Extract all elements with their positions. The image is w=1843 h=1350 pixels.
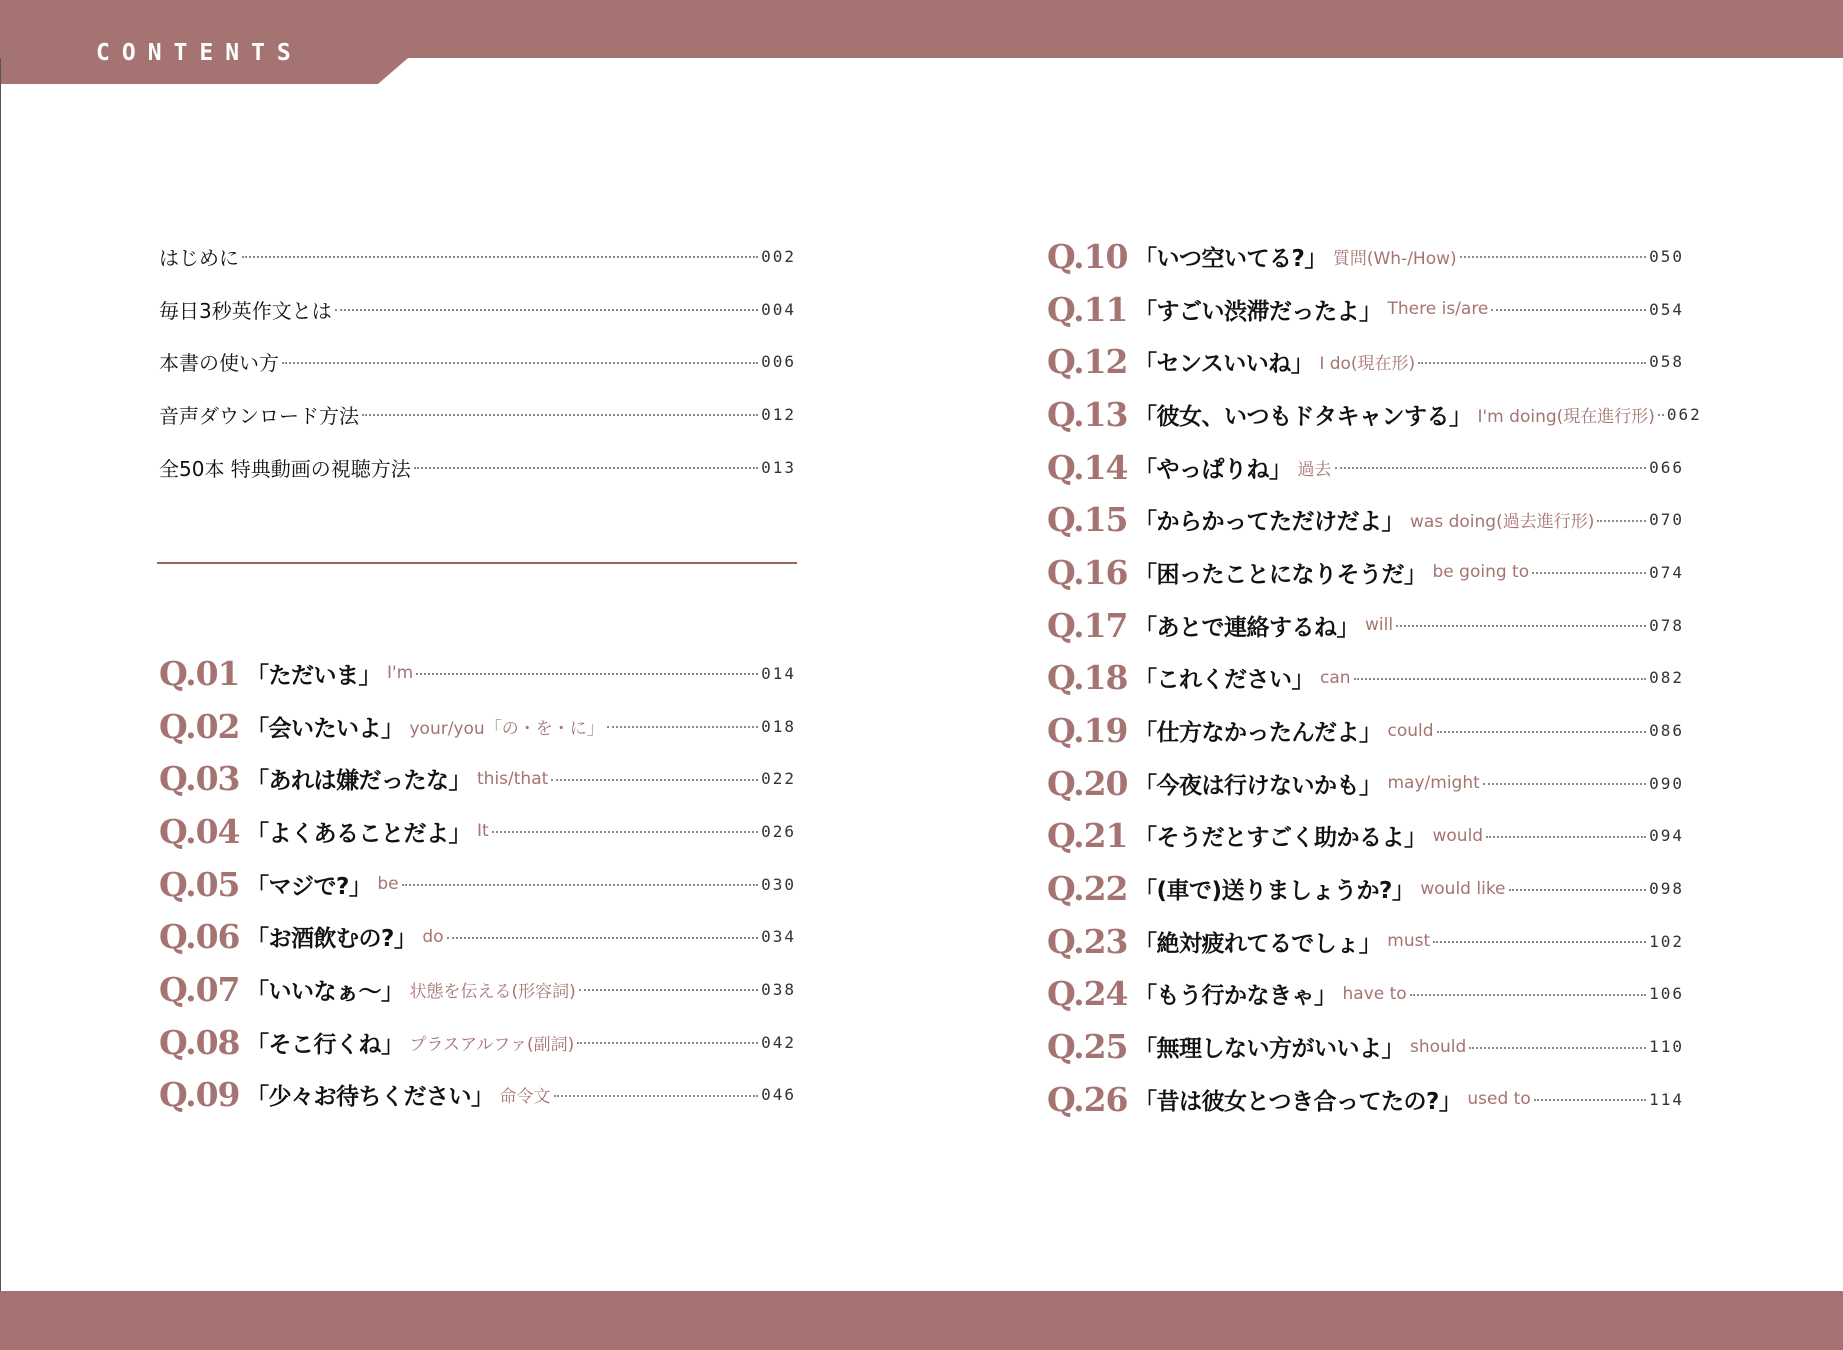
- question-number: Q.24: [1047, 974, 1128, 1014]
- page-number: 022: [761, 769, 796, 789]
- intro-title: 全50本 特典動画の視聴方法: [159, 456, 411, 481]
- question-title: 「無理しない方がいいよ」: [1134, 1036, 1404, 1063]
- page-number: 002: [761, 246, 796, 266]
- page-number: 013: [761, 457, 796, 477]
- dot-leader: [1460, 256, 1646, 258]
- page-number: 114: [1649, 1089, 1684, 1109]
- dot-leader: [1335, 467, 1647, 469]
- question-title: 「ただいま」: [246, 662, 381, 689]
- grammar-topic: be going to: [1432, 562, 1530, 583]
- toc-question-row[interactable]: [1047, 757, 1684, 810]
- intro-title: 毎日3秒英作文とは: [159, 298, 332, 323]
- question-number: Q.23: [1047, 921, 1128, 961]
- toc-question-row[interactable]: [1047, 493, 1684, 546]
- dot-leader: [1509, 889, 1647, 891]
- page-number: 066: [1649, 457, 1684, 477]
- question-number: Q.07: [159, 969, 240, 1009]
- question-number: Q.02: [159, 706, 240, 746]
- dot-leader: [1486, 836, 1646, 838]
- page-number: 106: [1649, 984, 1684, 1004]
- question-title: 「会いたいよ」: [246, 715, 404, 742]
- dot-leader: [607, 726, 758, 728]
- page-title: CONTENTS: [96, 40, 303, 66]
- toc-question-row[interactable]: [159, 805, 796, 858]
- toc-question-row[interactable]: [1047, 599, 1684, 652]
- grammar-topic: 命令文: [499, 1087, 551, 1108]
- page-number: 110: [1649, 1037, 1684, 1057]
- question-title: 「マジで?」: [246, 873, 372, 900]
- dot-leader: [1437, 731, 1647, 733]
- grammar-topic: 過去: [1297, 459, 1332, 480]
- dot-leader: [1418, 362, 1646, 364]
- grammar-topic: do: [422, 926, 444, 947]
- toc-question-row[interactable]: [1047, 915, 1684, 968]
- question-title: 「昔は彼女とつき合ってたの?」: [1134, 1088, 1462, 1115]
- page-number: 034: [761, 927, 796, 947]
- toc-question-row[interactable]: [159, 1016, 796, 1069]
- question-number: Q.05: [159, 864, 240, 904]
- page-number: 074: [1649, 562, 1684, 582]
- toc-question-row[interactable]: [1047, 546, 1684, 599]
- page-number: 026: [761, 821, 796, 841]
- page-number: 062: [1666, 404, 1702, 424]
- page-number: 090: [1649, 773, 1684, 793]
- dot-leader: [551, 779, 758, 781]
- page-number: 086: [1649, 721, 1684, 741]
- question-title: 「お酒飲むの?」: [246, 926, 417, 953]
- grammar-topic: your/you「の・を・に」: [409, 718, 604, 739]
- dot-leader: [416, 673, 758, 675]
- question-number: Q.01: [159, 653, 240, 693]
- question-number: Q.19: [1047, 711, 1128, 751]
- question-title: 「あとで連絡するね」: [1134, 614, 1359, 641]
- intro-title: 音声ダウンロード方法: [159, 403, 359, 428]
- question-title: 「(車で)送りましょうか?」: [1134, 878, 1415, 905]
- grammar-topic: プラスアルファ(副詞): [409, 1034, 575, 1055]
- dot-leader: [335, 309, 758, 311]
- question-title: 「よくあることだよ」: [246, 820, 471, 847]
- question-title: 「そこ行くね」: [246, 1031, 404, 1058]
- toc-question-row[interactable]: [159, 1069, 796, 1122]
- dot-leader: [414, 467, 758, 469]
- toc-question-row[interactable]: [159, 858, 796, 911]
- page-number: 004: [761, 299, 796, 319]
- grammar-topic: can: [1320, 667, 1351, 688]
- toc-question-row[interactable]: [159, 963, 796, 1016]
- dot-leader: [447, 937, 759, 939]
- question-title: 「少々お待ちください」: [246, 1084, 494, 1111]
- question-title: 「からかってただけだよ」: [1134, 509, 1404, 536]
- grammar-topic: should: [1410, 1036, 1467, 1057]
- intro-title: 本書の使い方: [159, 351, 279, 376]
- toc-question-row[interactable]: [1047, 810, 1684, 863]
- question-title: 「もう行かなきゃ」: [1134, 983, 1337, 1010]
- page-edge-line: [0, 58, 1, 1291]
- toc-intro-row[interactable]: [159, 335, 796, 388]
- page-number: 054: [1649, 299, 1684, 319]
- question-number: Q.11: [1047, 289, 1128, 329]
- grammar-topic: would: [1432, 825, 1484, 846]
- dot-leader: [1491, 309, 1646, 311]
- question-number: Q.04: [159, 811, 240, 851]
- page-number: 058: [1649, 352, 1684, 372]
- question-title: 「彼女、いつもドタキャンする」: [1134, 403, 1472, 430]
- grammar-topic: be: [377, 874, 399, 895]
- grammar-topic: It: [477, 821, 489, 842]
- dot-leader: [1597, 520, 1646, 522]
- question-title: 「あれは嫌だったな」: [246, 768, 471, 795]
- grammar-topic: must: [1387, 931, 1431, 952]
- toc-question-row[interactable]: [1047, 388, 1702, 441]
- page-number: 102: [1649, 931, 1684, 951]
- grammar-topic: There is/are: [1387, 299, 1489, 320]
- toc-question-row[interactable]: [1047, 862, 1684, 915]
- grammar-topic: have to: [1342, 983, 1407, 1004]
- page-number: 094: [1649, 826, 1684, 846]
- intro-list: [159, 230, 796, 493]
- toc-question-row[interactable]: [1047, 230, 1684, 283]
- grammar-topic: this/that: [477, 768, 549, 789]
- question-title: 「これください」: [1134, 667, 1314, 694]
- question-title: 「いいなぁ〜」: [246, 978, 404, 1005]
- toc-question-row[interactable]: [159, 700, 796, 753]
- question-number: Q.06: [159, 917, 240, 957]
- question-number: Q.09: [159, 1075, 240, 1115]
- dot-leader: [1396, 625, 1646, 627]
- dot-leader: [402, 884, 759, 886]
- page-number: 018: [761, 716, 796, 736]
- question-title: 「やっぱりね」: [1134, 456, 1292, 483]
- toc-question-row[interactable]: [1047, 335, 1684, 388]
- dot-leader: [1483, 783, 1646, 785]
- question-title: 「絶対疲れてるでしょ」: [1134, 930, 1382, 957]
- question-title: 「すごい渋滞だったよ」: [1134, 298, 1382, 325]
- page-number: 050: [1649, 246, 1684, 266]
- toc-question-row[interactable]: [1047, 441, 1684, 494]
- toc-question-row[interactable]: [1047, 1073, 1684, 1126]
- question-title: 「今夜は行けないかも」: [1134, 772, 1382, 799]
- page-number: 070: [1649, 510, 1684, 530]
- dot-leader: [579, 989, 758, 991]
- question-title: 「いつ空いてる?」: [1134, 245, 1327, 272]
- page-number: 042: [761, 1032, 796, 1052]
- dot-leader: [554, 1095, 759, 1097]
- page-number: 046: [761, 1085, 796, 1105]
- toc-question-row[interactable]: [1047, 968, 1684, 1021]
- grammar-topic: would like: [1420, 878, 1506, 899]
- question-number: Q.12: [1047, 342, 1128, 382]
- grammar-topic: used to: [1467, 1089, 1531, 1110]
- toc-question-row[interactable]: [1047, 283, 1684, 336]
- grammar-topic: may/might: [1387, 773, 1480, 794]
- toc-question-row[interactable]: [1047, 652, 1684, 705]
- question-number: Q.13: [1047, 394, 1128, 434]
- grammar-topic: could: [1387, 720, 1434, 741]
- question-title: 「仕方なかったんだよ」: [1134, 720, 1382, 747]
- dot-leader: [362, 414, 758, 416]
- toc-question-row[interactable]: [159, 910, 796, 963]
- grammar-topic: 状態を伝える(形容詞): [409, 981, 576, 1002]
- dot-leader: [1658, 414, 1664, 416]
- question-number: Q.14: [1047, 447, 1128, 487]
- dot-leader: [492, 831, 758, 833]
- question-number: Q.25: [1047, 1027, 1128, 1067]
- question-number: Q.08: [159, 1022, 240, 1062]
- question-number: Q.26: [1047, 1079, 1128, 1119]
- question-number: Q.18: [1047, 658, 1128, 698]
- question-number: Q.20: [1047, 763, 1128, 803]
- page-number: 006: [761, 352, 796, 372]
- toc-intro-row[interactable]: [159, 230, 796, 283]
- grammar-topic: was doing(過去進行形): [1410, 512, 1595, 533]
- question-number: Q.22: [1047, 869, 1128, 909]
- page-number: 082: [1649, 668, 1684, 688]
- toc-intro-row[interactable]: [159, 441, 796, 494]
- question-title: 「そうだとすごく助かるよ」: [1134, 825, 1427, 852]
- page-number: 038: [761, 979, 796, 999]
- question-number: Q.17: [1047, 605, 1128, 645]
- dot-leader: [1433, 941, 1646, 943]
- page-number: 012: [761, 404, 796, 424]
- toc-question-row[interactable]: [159, 752, 796, 805]
- question-number: Q.16: [1047, 552, 1128, 592]
- grammar-topic: I'm doing(現在進行形): [1477, 406, 1655, 427]
- grammar-topic: I'm: [387, 663, 414, 684]
- page-number: 014: [761, 663, 796, 683]
- page-number: 030: [761, 874, 796, 894]
- question-number: Q.10: [1047, 236, 1128, 276]
- question-number: Q.03: [159, 759, 240, 799]
- dot-leader: [242, 256, 758, 258]
- toc-question-row[interactable]: [1047, 1020, 1684, 1073]
- dot-leader: [282, 362, 758, 364]
- grammar-topic: 質問(Wh-/How): [1332, 248, 1457, 269]
- question-number: Q.15: [1047, 500, 1128, 540]
- dot-leader: [1534, 1099, 1646, 1101]
- page-number: 078: [1649, 615, 1684, 635]
- toc-question-row[interactable]: [1047, 704, 1684, 757]
- section-divider: [157, 562, 797, 564]
- dot-leader: [1469, 1047, 1646, 1049]
- dot-leader: [1410, 994, 1646, 996]
- dot-leader: [1532, 572, 1646, 574]
- question-title: 「センスいいね」: [1134, 351, 1314, 378]
- dot-leader: [577, 1042, 758, 1044]
- dot-leader: [1354, 678, 1647, 680]
- grammar-topic: I do(現在形): [1319, 354, 1416, 375]
- grammar-topic: will: [1365, 615, 1394, 636]
- footer-band: [0, 1291, 1843, 1350]
- question-list-right: [1047, 230, 1702, 1126]
- intro-title: はじめに: [159, 245, 239, 270]
- question-title: 「困ったことになりそうだ」: [1134, 561, 1427, 588]
- toc-intro-row[interactable]: [159, 283, 796, 336]
- page-number: 098: [1649, 879, 1684, 899]
- toc-intro-row[interactable]: [159, 388, 796, 441]
- question-list-left: [159, 647, 796, 1121]
- toc-question-row[interactable]: [159, 647, 796, 700]
- question-number: Q.21: [1047, 816, 1128, 856]
